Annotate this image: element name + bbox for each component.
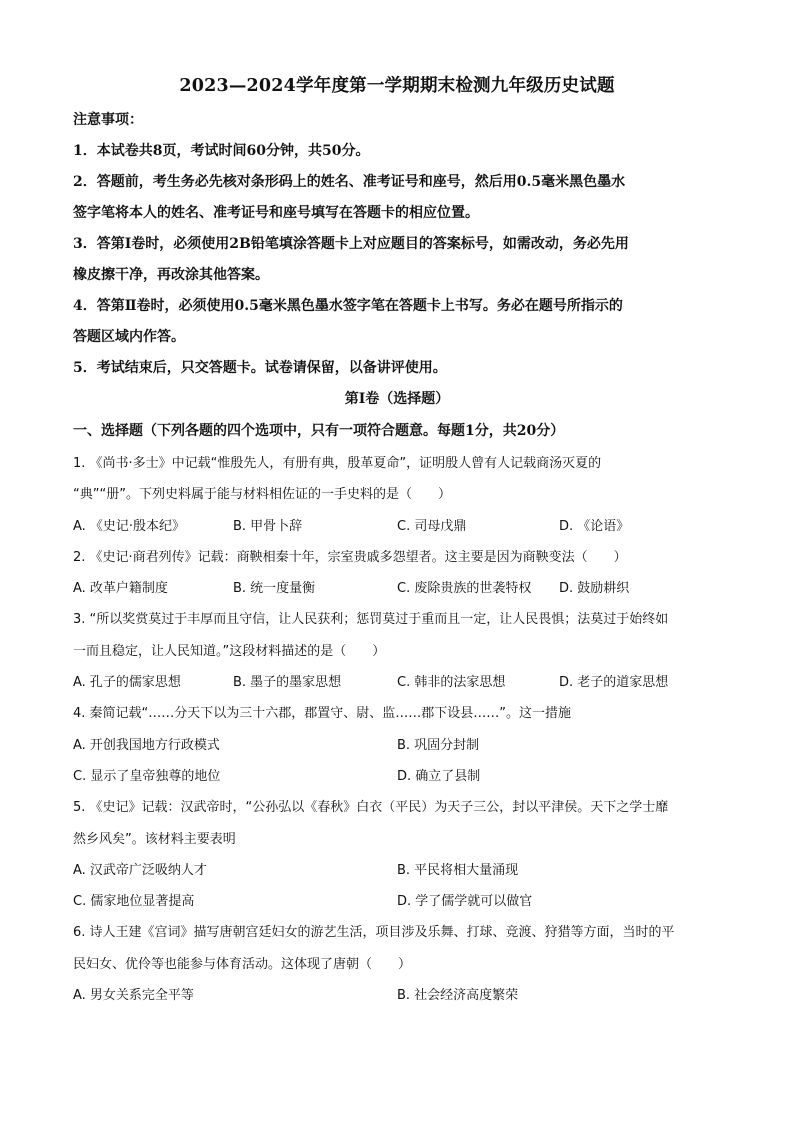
option-b: B. 社会经济高度繁荣 <box>397 988 519 1004</box>
notes-line: 3．答第Ⅰ卷时，必须使用2B铅笔填涂答题卡上对应题目的答案标号，如需改动，务必先用 <box>73 236 629 252</box>
option-d: D. 老子的道家思想 <box>559 675 669 691</box>
question-1-options <box>73 511 723 542</box>
option-d: D. 学了儒学就可以做官 <box>397 894 533 910</box>
notes-block <box>73 105 723 384</box>
question-5-options-row-2 <box>73 886 723 917</box>
option-d: D. 《论语》 <box>559 518 630 534</box>
question-5-options-row-1 <box>73 855 723 886</box>
option-c: C. 儒家地位显著提高 <box>73 894 195 910</box>
question-2-line: 2. 《史记·商君列传》记载：商鞅相秦十年，宗室贵戚多怨望者。这主要是因为商鞅变法（ ） <box>73 549 627 565</box>
part-instructions: 一、选择题（下列各题的四个选项中，只有一项符合题意。每题1分，共20分） <box>73 423 565 439</box>
notes-heading: 注意事项： <box>73 112 143 128</box>
option-b: B. 巩固分封制 <box>397 737 480 753</box>
section-heading: 第Ⅰ卷（选择题） <box>344 391 450 407</box>
option-b: B. 甲骨卜辞 <box>233 518 303 534</box>
question-4-options-row-1 <box>73 730 723 761</box>
question-4-line: 4. 秦简记载“……分天下以为三十六郡，郡置守、尉、监……郡下设县……”。这一措施 <box>73 706 572 722</box>
option-b: B. 统一度量衡 <box>233 581 316 597</box>
option-a: A. 《史记·殷本纪》 <box>73 518 186 534</box>
option-c: C. 废除贵族的世袭特权 <box>397 581 532 597</box>
option-d: D. 鼓励耕织 <box>559 581 630 597</box>
question-4-options-row-2 <box>73 761 723 792</box>
notes-line: 签字笔将本人的姓名、准考证号和座号填写在答题卡的相应位置。 <box>73 205 479 221</box>
question-5-line: 5. 《史记》记载：汉武帝时，“公孙弘以《春秋》白衣（平民）为天子三公，封以平津侯。天下之学士靡 <box>73 800 669 816</box>
notes-line: 2．答题前，考生务必先核对条形码上的姓名、准考证号和座号，然后用0.5毫米黑色墨水 <box>73 174 626 190</box>
question-6-line: 6. 诗人王建《宫词》描写唐朝宫廷妇女的游艺生活，项目涉及乐舞、打球、竞渡、狩猎等方面，当时的平 <box>73 925 675 941</box>
question-3-line: 3. “所以奖赏莫过于丰厚而且守信，让人民获利；惩罚莫过于重而且一定，让人民畏惧；法莫过于始终如 <box>73 612 669 628</box>
notes-line: 答题区域内作答。 <box>73 329 185 345</box>
question-2-options <box>73 573 723 604</box>
option-a: A. 开创我国地方行政模式 <box>73 737 220 753</box>
option-b: B. 平民将相大量涌现 <box>397 862 519 878</box>
questions-list <box>73 448 723 1011</box>
notes-line: 4．答第Ⅱ卷时，必须使用0.5毫米黑色墨水签字笔在答题卡上书写。务必在题号所指示的 <box>73 298 623 314</box>
option-a: A. 汉武帝广泛吸纳人才 <box>73 862 207 878</box>
question-1-line: “典”“册”。下列史料属于能与材料相佐证的一手史料的是（ ） <box>73 487 451 503</box>
notes-line: 5．考试结束后，只交答题卡。试卷请保留，以备讲评使用。 <box>73 360 447 376</box>
question-1-line: 1. 《尚书·多士》中记载“惟殷先人，有册有典，殷革夏命”，证明殷人曾有人记载商汤灭夏的 <box>73 456 602 471</box>
option-b: B. 墨子的墨家思想 <box>233 675 342 691</box>
question-6-options-row-1 <box>73 980 723 1011</box>
question-3-line: 一而且稳定，让人民知道。”这段材料描述的是（ ） <box>73 643 386 659</box>
option-c: C. 显示了皇帝独尊的地位 <box>73 768 221 784</box>
option-a: A. 男女关系完全平等 <box>73 988 194 1004</box>
notes-line: 橡皮擦干净，再改涂其他答案。 <box>73 267 269 283</box>
question-3-options <box>73 667 723 698</box>
question-6-line: 民妇女、优伶等也能参与体育活动。这体现了唐朝（ ） <box>73 956 412 972</box>
option-a: A. 孔子的儒家思想 <box>73 675 181 691</box>
notes-line: 1．本试卷共8页，考试时间60分钟，共50分。 <box>73 143 370 159</box>
question-5-line: 然乡风矣”。该材料主要表明 <box>73 831 236 847</box>
exam-title: 2023—2024学年度第一学期期末检测九年级历史试题 <box>179 76 615 96</box>
option-c: C. 司母戊鼎 <box>397 518 467 534</box>
option-c: C. 韩非的法家思想 <box>397 675 506 691</box>
option-d: D. 确立了县制 <box>397 768 481 784</box>
option-a: A. 改革户籍制度 <box>73 581 168 597</box>
